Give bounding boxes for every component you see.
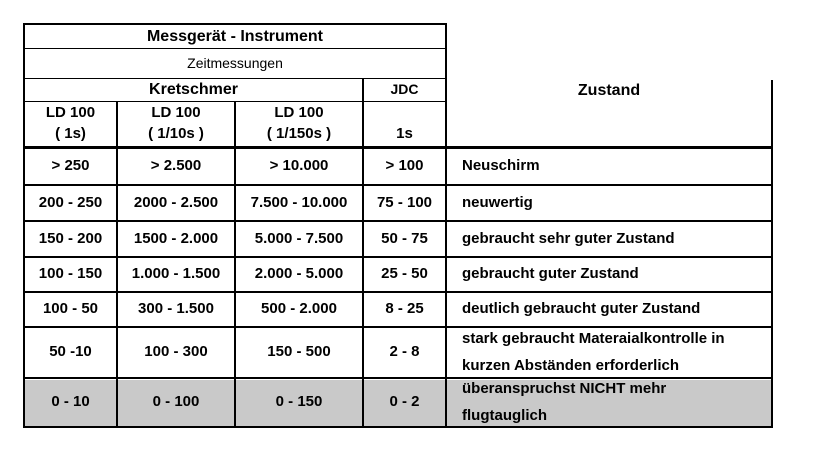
- cell-ld100-1s: 50 -10: [49, 343, 92, 361]
- column-header-3-line2: ( 1/150s ): [266, 124, 332, 142]
- cell-zustand: gebraucht guter Zustand: [462, 265, 639, 283]
- cell-ld100-1-10s: 0 - 100: [152, 393, 200, 411]
- cell-jdc-1s: 50 - 75: [381, 229, 428, 247]
- cell-ld100-1-10s: 1500 - 2.000: [133, 229, 219, 247]
- cell-ld100-1-150s: > 10.000: [269, 157, 329, 175]
- header-zeitmessungen: Zeitmessungen: [187, 54, 283, 71]
- header-zustand: Zustand: [577, 82, 641, 99]
- cell-zustand-line2: flugtauglich: [462, 406, 547, 424]
- column-header-2-line2: ( 1/10s ): [148, 124, 204, 142]
- cell-jdc-1s: > 100: [385, 157, 424, 175]
- cell-ld100-1s: > 250: [51, 157, 90, 175]
- cell-ld100-1s: 0 - 10: [51, 393, 90, 411]
- cell-ld100-1s: 100 - 50: [42, 300, 99, 318]
- cell-ld100-1-150s: 0 - 150: [275, 393, 323, 411]
- cell-zustand-line2: kurzen Abständen erforderlich: [462, 356, 679, 374]
- cell-zustand: Neuschirm: [462, 157, 540, 175]
- cell-jdc-1s: 75 - 100: [376, 193, 433, 211]
- cell-jdc-1s: 8 - 25: [385, 300, 424, 318]
- cell-ld100-1s: 100 - 150: [38, 265, 103, 283]
- header-instrument: Messgerät - Instrument: [146, 27, 324, 45]
- cell-ld100-1-10s: 2000 - 2.500: [133, 193, 219, 211]
- column-header-1-line1: LD 100: [45, 103, 96, 121]
- cell-ld100-1-150s: 500 - 2.000: [261, 300, 337, 318]
- cell-ld100-1-150s: 7.500 - 10.000: [250, 193, 348, 211]
- cell-ld100-1-150s: 2.000 - 5.000: [254, 265, 344, 283]
- cell-jdc-1s: 25 - 50: [381, 265, 428, 283]
- column-header-4-line2: 1s: [396, 124, 413, 142]
- cell-jdc-1s: 0 - 2: [389, 393, 420, 411]
- header-kretschmer: Kretschmer: [149, 81, 238, 98]
- cell-zustand: neuwertig: [462, 193, 533, 211]
- cell-ld100-1-150s: 150 - 500: [267, 343, 331, 361]
- column-header-2-line1: LD 100: [151, 103, 201, 121]
- header-jdc: JDC: [390, 81, 419, 98]
- cell-ld100-1-10s: 300 - 1.500: [138, 300, 214, 318]
- cell-ld100-1-10s: > 2.500: [150, 157, 202, 175]
- column-header-3-line1: LD 100: [274, 103, 324, 121]
- cell-ld100-1-10s: 1.000 - 1.500: [131, 265, 221, 283]
- cell-zustand: deutlich gebraucht guter Zustand: [462, 300, 701, 318]
- cell-jdc-1s: 2 - 8: [389, 343, 420, 361]
- column-header-1-line2: ( 1s): [55, 124, 86, 142]
- cell-ld100-1s: 150 - 200: [38, 229, 103, 247]
- cell-ld100-1-10s: 100 - 300: [144, 343, 208, 361]
- cell-ld100-1s: 200 - 250: [38, 193, 103, 211]
- cell-zustand: gebraucht sehr guter Zustand: [462, 229, 675, 247]
- cell-zustand-line1: stark gebraucht Materaialkontrolle in: [462, 329, 725, 347]
- cell-ld100-1-150s: 5.000 - 7.500: [254, 229, 344, 247]
- cell-zustand-line1: überanspruchst NICHT mehr: [462, 379, 667, 397]
